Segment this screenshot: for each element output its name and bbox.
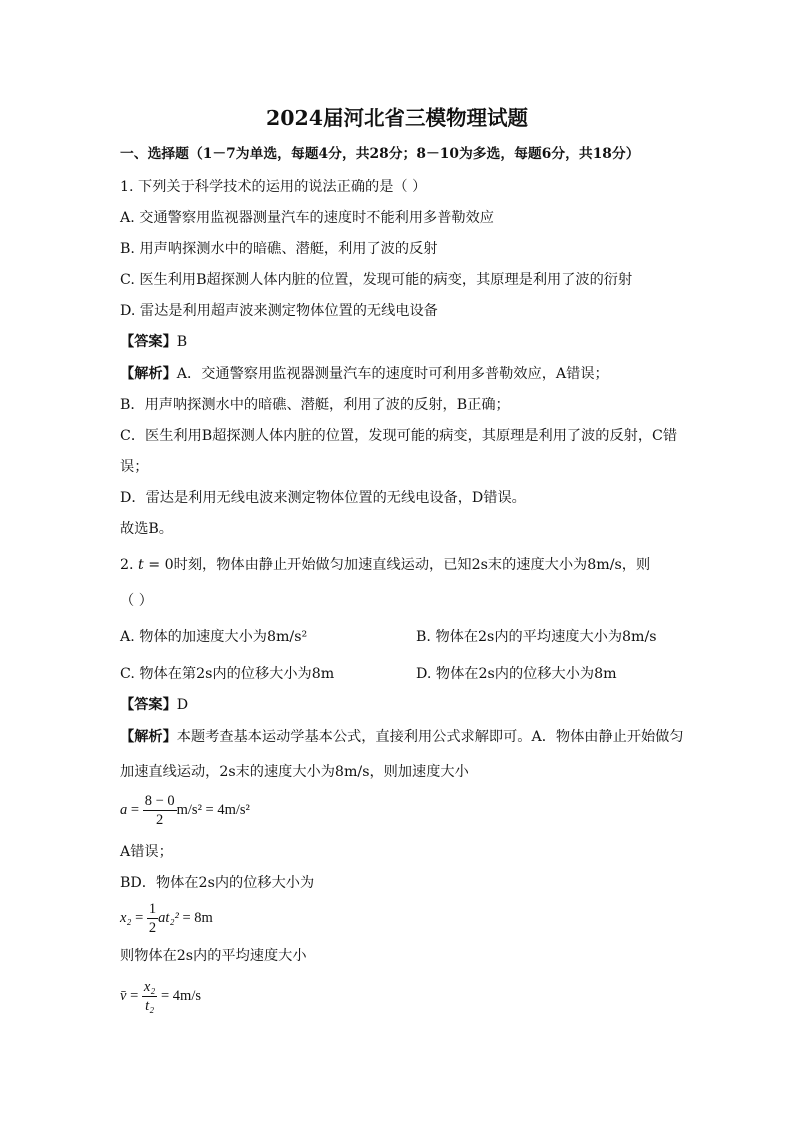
fraction — [147, 900, 158, 937]
q2-analysis-line: 加速直线运动，2s末的速度大小为8m/s，则加速度大小 — [120, 764, 469, 780]
q1-analysis-line — [120, 364, 609, 384]
q2-bd-line: BD．物体在2s内的位移大小为 — [120, 875, 315, 891]
q1-analysis-line: D．雷达是利用无线电波来测定物体位置的无线电设备，D错误。 — [120, 490, 526, 506]
fraction-denominator: t₂ — [145, 998, 155, 1014]
eq-variable: at₂² — [158, 909, 179, 926]
answer-value: D — [176, 697, 189, 713]
q2-number: 2. — [120, 557, 139, 573]
q2-a-wrong: A错误； — [120, 844, 173, 860]
q1-stem: 1. 下列关于科学技术的运用的说法正确的是（ ） — [120, 179, 427, 195]
fraction-numerator: x₂ — [143, 979, 156, 995]
section-heading: 一、选择题（1－7为单选，每题4分，共28分；8－10为多选，每题6分，共18分） — [120, 146, 640, 162]
q2-option-b: B. 物体在2s内的平均速度大小为8m/s — [416, 629, 657, 645]
q1-analysis-line: B．用声呐探测水中的暗礁、潜艇，利用了波的反射，B正确； — [120, 397, 510, 413]
fraction — [142, 978, 157, 1015]
q1-option-d: D. 雷达是利用超声波来测定物体位置的无线电设备 — [120, 303, 438, 319]
eq-lhs: a — [120, 801, 128, 818]
q2-stem-text: = 0时刻，物体由静止开始做匀加速直线运动，已知2s末的速度大小为8m/s，则 — [143, 557, 651, 573]
equation-acceleration: a = $\frac{8 - 0}{2}$ m/s² = 4m/s² — [120, 793, 250, 828]
answer-value: B — [176, 334, 188, 350]
page-title: 2024届河北省三模物理试题 — [265, 106, 529, 130]
answer-label: 【答案】 — [120, 334, 177, 350]
analysis-label: 【解析】 — [120, 729, 177, 745]
fraction — [143, 792, 177, 829]
q2-avg-line: 则物体在2s内的平均速度大小 — [120, 948, 307, 964]
fraction-numerator: 8 − 0 — [144, 793, 175, 809]
q1-option-a: A. 交通警察用监视器测量汽车的速度时不能利用多普勒效应 — [120, 210, 494, 226]
q1-analysis-line: 误； — [120, 459, 149, 475]
q2-stem — [120, 555, 650, 575]
answer-label: 【答案】 — [120, 697, 177, 713]
fraction-numerator: 1 — [148, 901, 157, 917]
eq-rhs: = 4m/s — [157, 987, 201, 1004]
time-variable: t — [138, 557, 144, 573]
fraction-denominator: 2 — [156, 812, 164, 828]
q1-answer — [120, 332, 187, 352]
q1-option-c: C. 医生利用B超探测人体内脏的位置，发现可能的病变，其原理是利用了波的衍射 — [120, 272, 633, 288]
analysis-text: 本题考查基本运动学基本公式，直接利用公式求解即可。A．物体由静止开始做匀 — [176, 729, 684, 745]
fraction-denominator: 2 — [148, 920, 157, 936]
analysis-label: 【解析】 — [120, 366, 177, 382]
q2-option-d: D. 物体在2s内的位移大小为8m — [416, 666, 617, 682]
equation-average-velocity: v̄ = $\frac{\text{x₂}}{\text{t₂}}$ = 4m/s — [120, 979, 201, 1014]
q1-option-b: B. 用声呐探测水中的暗礁、潜艇，利用了波的反射 — [120, 241, 438, 257]
equation-displacement: x₂ = $\frac{1}{2}$ at₂² = 8m — [120, 901, 213, 936]
q2-answer — [120, 695, 188, 715]
q1-analysis-line: C．医生利用B超探测人体内脏的位置，发现可能的病变，其原理是利用了波的反射，C错 — [120, 428, 678, 444]
q2-analysis-line — [120, 727, 684, 747]
analysis-text: A．交通警察用监视器测量汽车的速度时可利用多普勒效应，A错误； — [176, 366, 609, 382]
eq-lhs: v̄ — [120, 987, 127, 1004]
q2-paren: （ ） — [120, 593, 153, 609]
eq-lhs: x₂ — [120, 909, 132, 926]
eq-rhs: = 8m — [178, 909, 213, 926]
q1-conclusion: 故选B。 — [120, 521, 173, 537]
q2-option-c: C. 物体在第2s内的位移大小为8m — [120, 666, 335, 682]
eq-rhs: m/s² = 4m/s² — [176, 801, 250, 818]
q2-option-a: A. 物体的加速度大小为8m/s² — [120, 629, 308, 645]
